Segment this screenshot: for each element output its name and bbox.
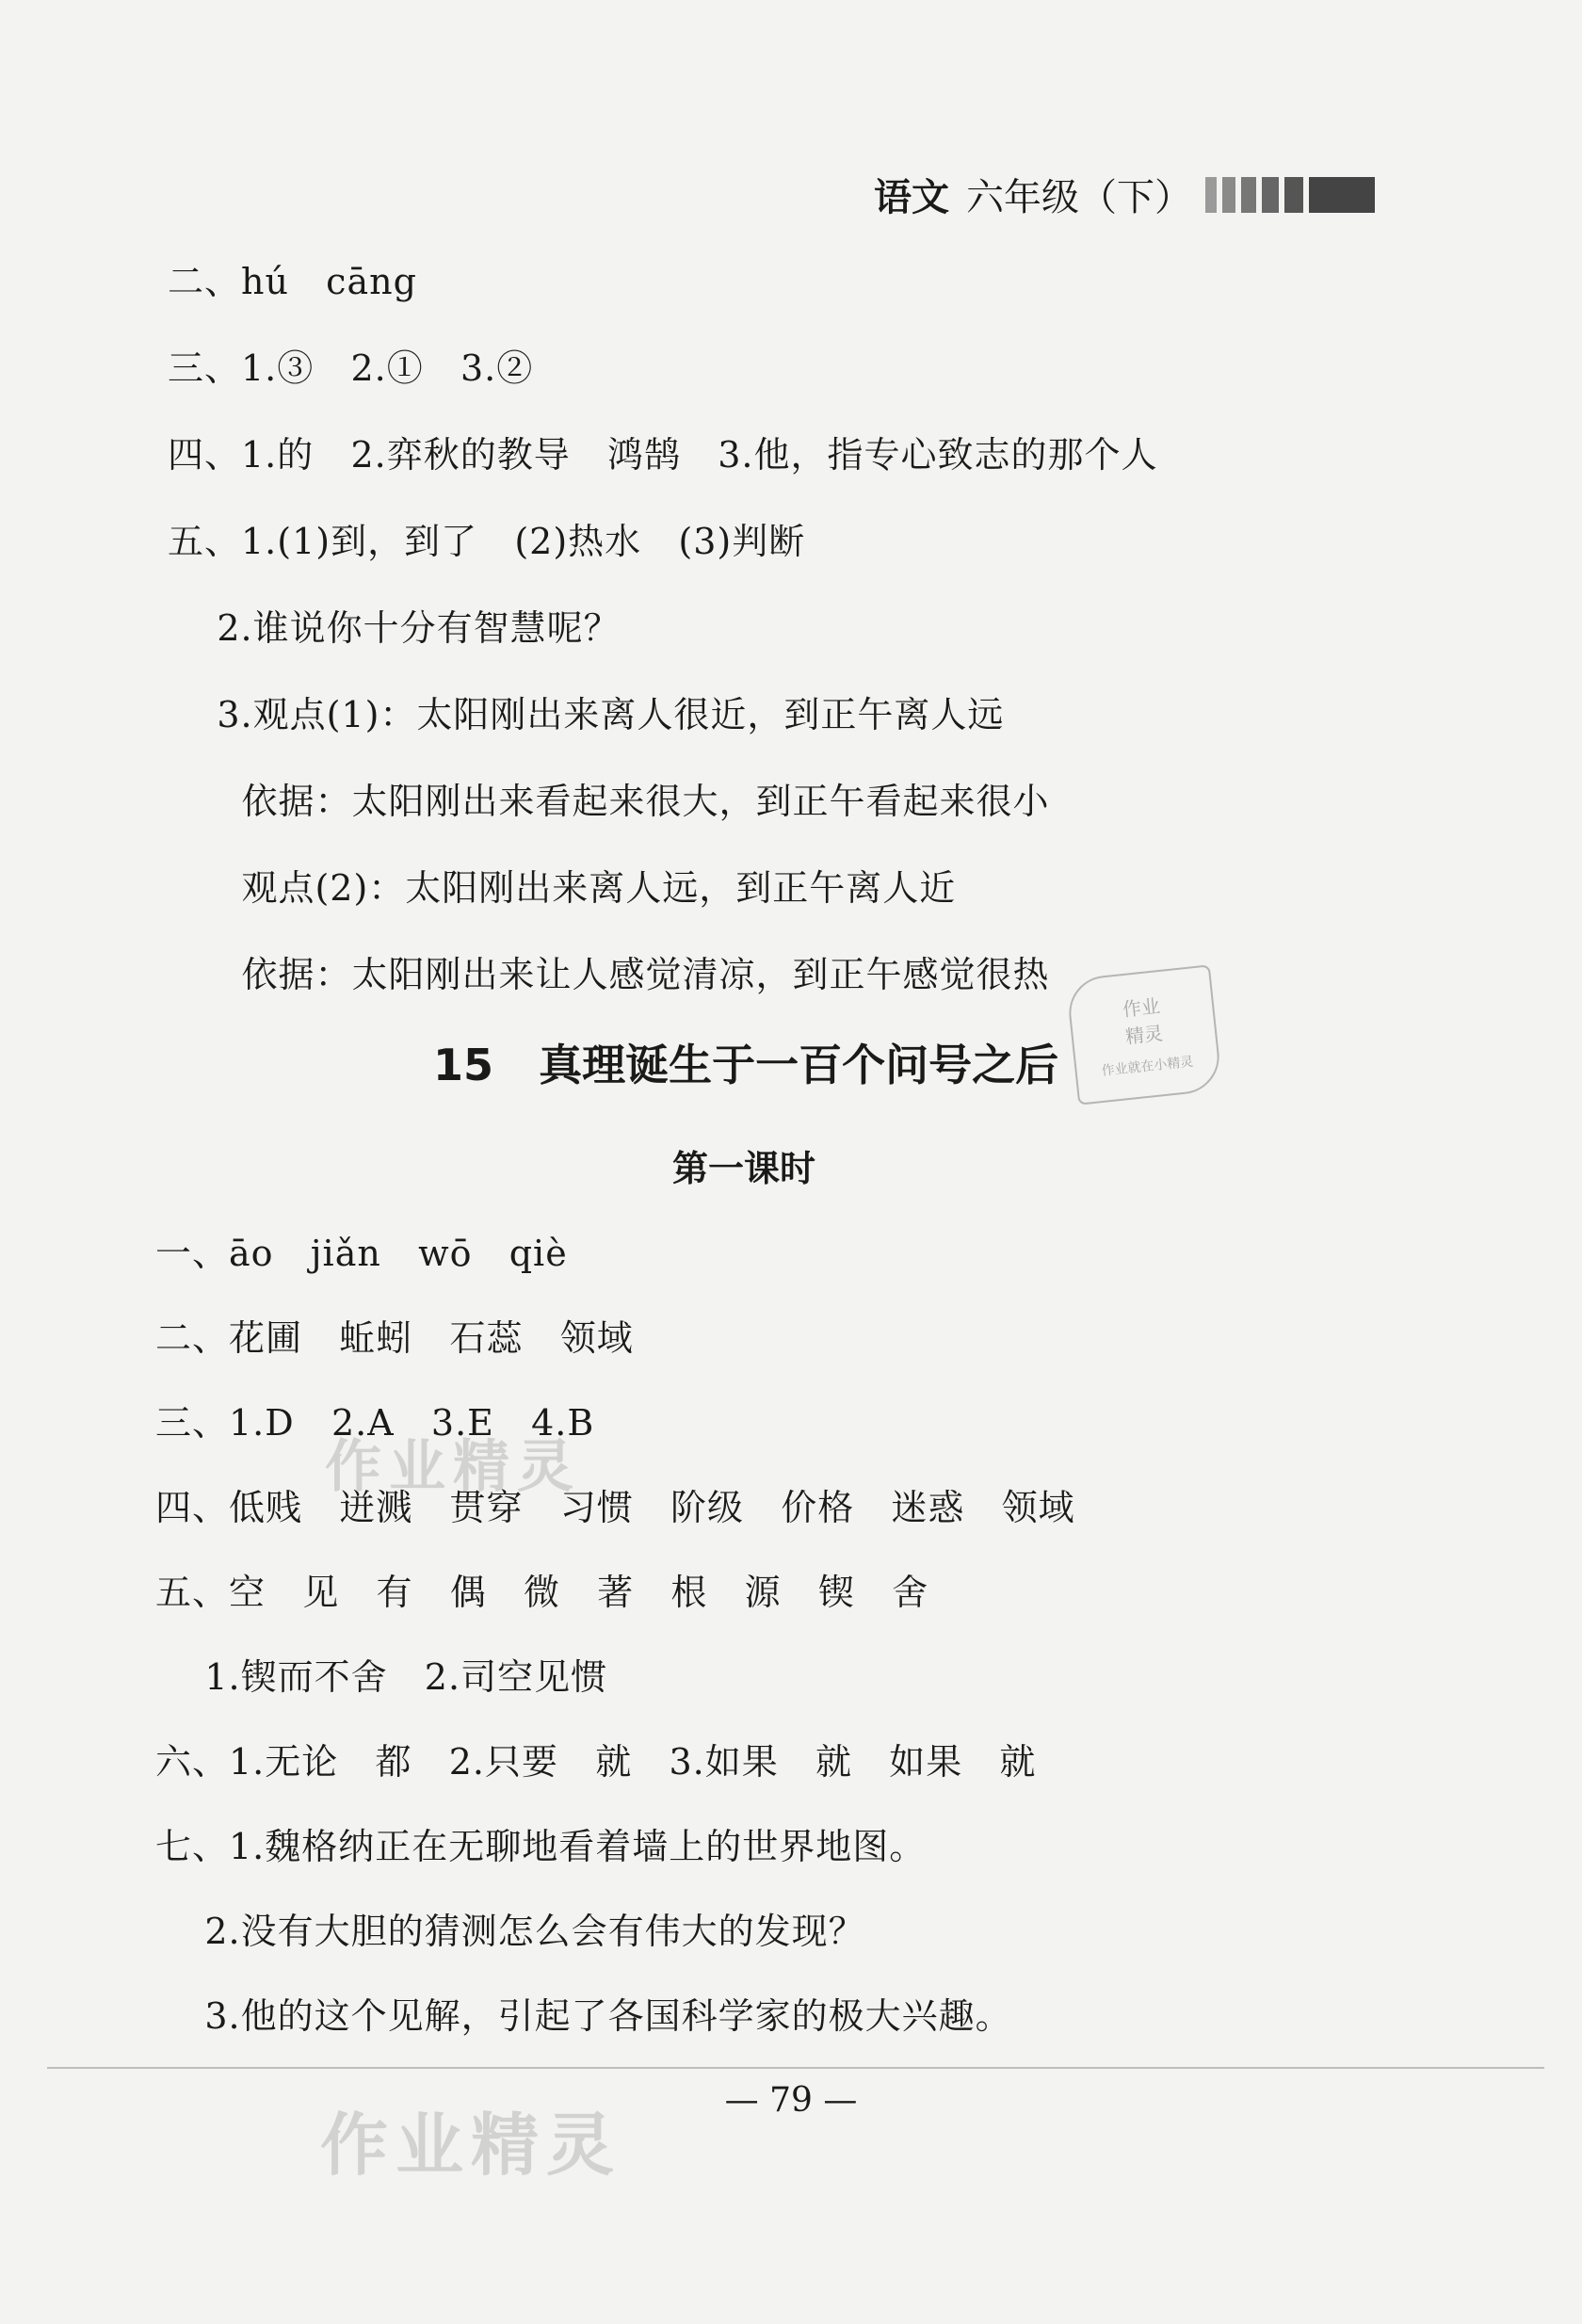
subject-label: 语文 [874,176,949,219]
lesson-subtitle: 第一课时 [672,1148,816,1189]
answer-line: 2.没有大胆的猜测怎么会有伟大的发现？ [155,1911,865,1952]
answer-line: 观点(2)：太阳刚出来离人远，到正午离人近 [168,867,957,909]
answer-line: 六、1.无论 都 2.只要 就 3.如果 就 如果 就 [155,1741,1037,1783]
answer-line: 1.锲而不舍 2.司空见惯 [155,1656,608,1698]
answer-line: 七、1.魏格纳正在无聊地看着墙上的世界地图。 [155,1826,927,1867]
answer-line: 四、1.的 2.弈秋的教导 鸿鹄 3.他，指专心致志的那个人 [168,434,1158,476]
answer-line: 依据：太阳刚出来让人感觉清凉，到正午感觉很热 [168,954,1050,995]
grade-label: 六年级（下） [966,176,1192,219]
stamp-logo: 作业 精灵 作业就在小精灵 [1065,964,1222,1105]
answer-line: 四、低贱 迸溅 贯穿 习惯 阶级 价格 迷惑 领域 [155,1487,1075,1528]
answer-line: 三、1.D 2.A 3.E 4.B [155,1402,595,1444]
lesson-name: 真理诞生于一百个问号之后 [539,1040,1059,1090]
answer-line: 一、āo jiǎn wō qiè [155,1233,568,1274]
answer-line: 依据：太阳刚出来看起来很大，到正午看起来很小 [168,781,1050,822]
page-header [874,168,1380,221]
header-decoration [1205,177,1380,213]
watermark: 作业精灵 [320,2106,622,2185]
answer-line: 3.他的这个见解，引起了各国科学家的极大兴趣。 [155,1995,1012,2037]
answer-line: 3.观点(1)：太阳刚出来离人很近，到正午离人远 [168,694,1005,735]
answer-line: 二、花圃 蚯蚓 石蕊 领域 [155,1317,634,1359]
answer-line: 二、hú cāng [168,261,417,302]
answer-line: 2.谁说你十分有智慧呢？ [168,607,621,649]
answer-line: 五、空 见 有 偶 微 著 根 源 锲 舍 [155,1572,929,1613]
divider [47,2067,1544,2069]
page-number: — 79 — [724,2081,858,2120]
lesson-number: 15 [433,1040,494,1090]
lesson-title [433,1031,1058,1093]
answer-line: 三、1.③ 2.① 3.② [168,347,534,389]
answer-line: 五、1.(1)到，到了 (2)热水 (3)判断 [168,521,806,562]
watermark: 作业精灵 [325,1434,581,1500]
